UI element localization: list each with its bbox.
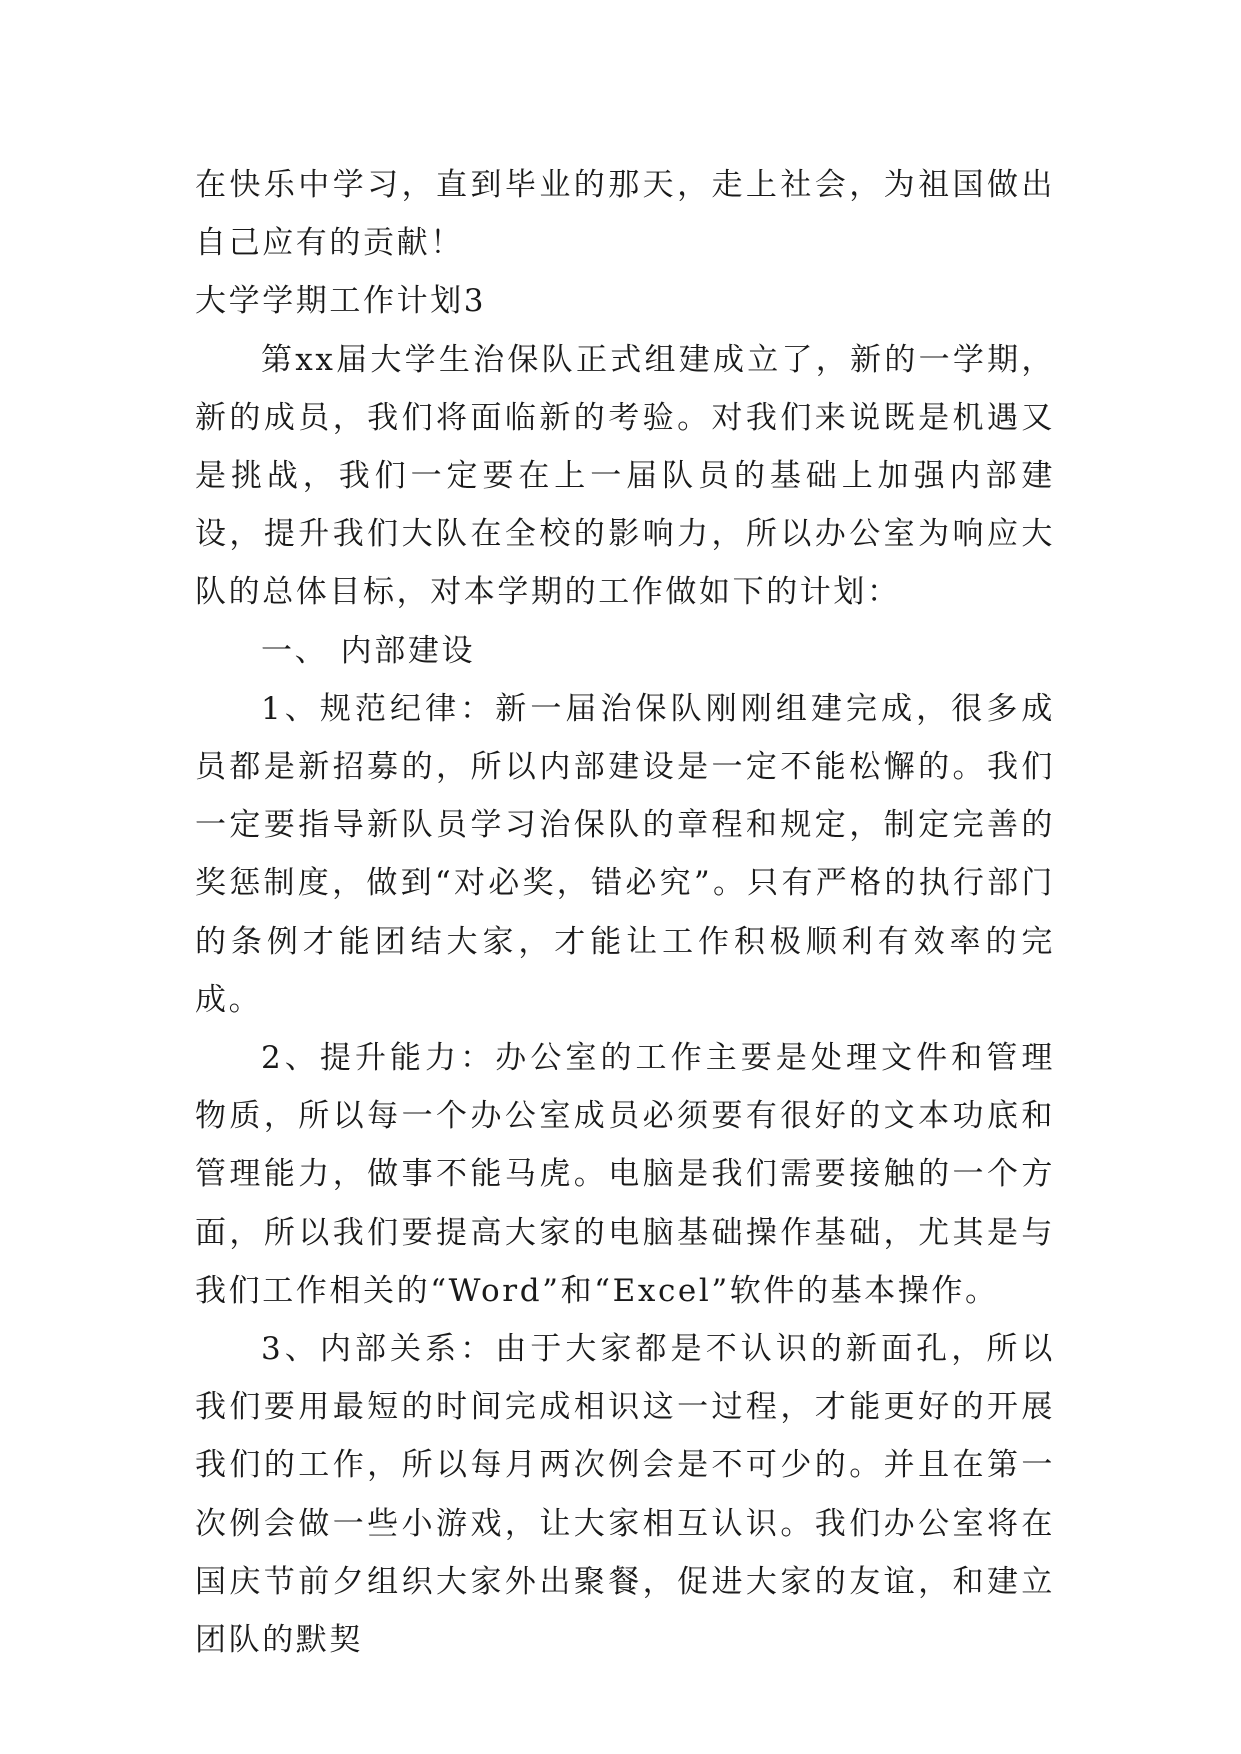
closing-paragraph: 在快乐中学习，直到毕业的那天，走上社会，为祖国做出自己应有的贡献！: [195, 167, 1055, 262]
document-body: [195, 156, 1055, 1669]
list-item: 2、提升能力：办公室的工作主要是处理文件和管理物质，所以每一个办公室成员必须要有很好的文本功底和管理能力，做事不能马虎。电脑是我们需要接触的一个方面，所以我们要提高大家的电脑基础操作基础，尤其是与我们工作相关的“Word”和“Excel”软件的基本操作。: [195, 1040, 1055, 1309]
list-item: 1、规范纪律：新一届治保队刚刚组建完成，很多成员都是新招募的，所以内部建设是一定不能松懈的。我们一定要指导新队员学习治保队的章程和规定，制定完善的奖惩制度，做到“对必奖，错必究”。只有严格的执行部门的条例才能团结大家，才能让工作积极顺利有效率的完成。: [195, 690, 1055, 1018]
list-item: 3、内部关系：由于大家都是不认识的新面孔，所以我们要用最短的时间完成相识这一过程，才能更好的开展我们的工作，所以每月两次例会是不可少的。并且在第一次例会做一些小游戏，让大家相互认识。我们办公室将在国庆节前夕组织大家外出聚餐，促进大家的友谊，和建立团队的默契: [195, 1331, 1055, 1659]
intro-paragraph: 第xx届大学生治保队正式组建成立了，新的一学期，新的成员，我们将面临新的考验。对我们来说既是机遇又是挑战，我们一定要在上一届队员的基础上加强内部建设，提升我们大队在全校的影响力，所以办公室为响应大队的总体目标，对本学期的工作做如下的计划：: [195, 341, 1055, 611]
section-heading: 一、 内部建设: [261, 632, 476, 669]
section-title: 大学学期工作计划3: [195, 283, 487, 320]
